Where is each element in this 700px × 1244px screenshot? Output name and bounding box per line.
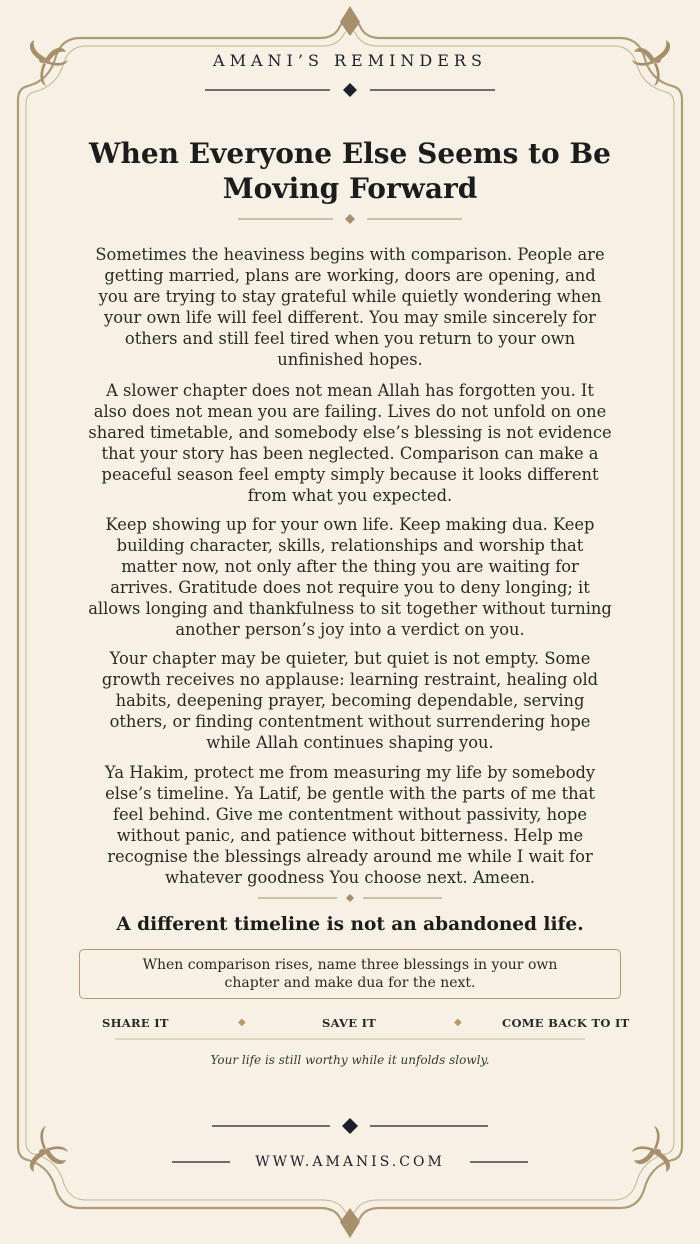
callout-text: When comparison rises, name three blessings in your own chapter and make dua for the next. [142, 957, 558, 991]
save-button[interactable]: SAVE IT [322, 1016, 377, 1030]
action-separator-icon: ◆ [454, 1017, 462, 1028]
action-separator-icon: ◆ [238, 1017, 246, 1028]
reflection-callout [79, 949, 621, 999]
body-paragraph: Sometimes the heaviness begins with comparison. People are getting married, plans are working, doors are opening, and you are trying to stay grateful while quietly wondering when your own life will feel different. You may smile sincerely for others and still feel tired when you return to your own unfinished hopes. [95, 245, 605, 369]
top-diamond-ornament [340, 6, 360, 36]
quote-divider-diamond-icon [346, 894, 354, 902]
body-paragraph: A slower chapter does not mean Allah has forgotten you. It also does not mean you are failing. Lives do not unfold on one shared timetable, and somebody else’s blessing is not evidence that your story has been neglected. Comparison can make a peaceful season feel empty simply because it looks different from what you expected. [88, 381, 612, 505]
dua-paragraph: Ya Hakim, protect me from measuring my life by somebody else’s timeline. Ya Latif, be gentle with the parts of me that feel behind. Give me contentment without passivity, hope without panic, and patience without bitterness. Help me recognise the blessings already around me while I wait for whatever goodness You choose next. Ameen. [104, 763, 596, 887]
brand-name: AMANI’S REMINDERS [213, 51, 487, 70]
share-button[interactable]: SHARE IT [102, 1016, 169, 1030]
header-divider-diamond-icon [343, 83, 357, 97]
come-back-button[interactable]: COME BACK TO IT [502, 1016, 630, 1030]
page-title: When Everyone Else Seems to Be Moving Forward [89, 137, 611, 205]
website-link[interactable]: WWW.AMANIS.COM [255, 1154, 445, 1170]
bottom-diamond-ornament [340, 1208, 360, 1238]
highlight-quote: A different timeline is not an abandoned life. [116, 914, 584, 935]
footer-note: Your life is still worthy while it unfolds slowly. [210, 1053, 490, 1067]
bottom-divider-diamond-icon [342, 1118, 358, 1134]
title-divider-diamond-icon [345, 214, 355, 224]
body-paragraph: Keep showing up for your own life. Keep making dua. Keep building character, skills, relationships and worship that matter now, not only after the thing you are waiting for arrives. Gratitude does not require you to deny longing; it allows longing and thankfulness to sit together without turning another person’s joy into a verdict on you. [88, 515, 612, 639]
body-paragraph: Your chapter may be quieter, but quiet is not empty. Some growth receives no applause: learning restraint, healing old habits, deepening prayer, becoming dependable, serving others, or finding contentment without surrendering hope while Allah continues shaping you. [101, 649, 599, 752]
